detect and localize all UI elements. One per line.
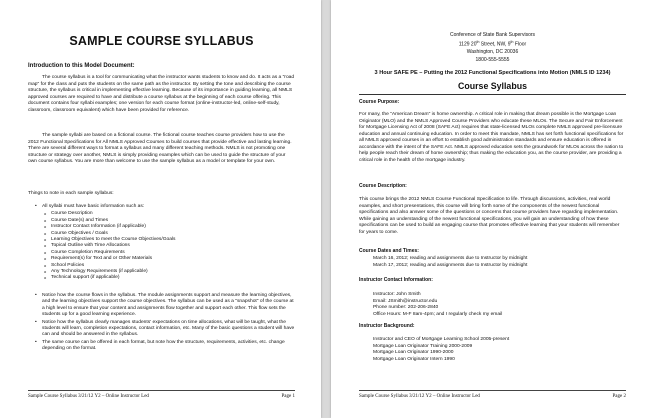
- street-address: 1129 20th Street, NW, 9th Floor: [458, 40, 527, 49]
- syllabus-title: Course Syllabus: [458, 81, 527, 91]
- background-entry: Mortgage Loan Originator 1990-2000: [373, 350, 454, 355]
- date-entry: March 16, 2012; reading and assignments due to Instructor by midnight: [373, 256, 528, 261]
- list-item: • Notice how the course flows in the syllabus. The module assignments support and measure the learning objectives, and the learning objectives support the course objectives. The syllabus can be used as a "snapshot" of the course at a high level to ensure that your content and assignments flow together and support each other. This flow sets the students up for a good learning experience.: [32, 293, 295, 319]
- page-footer: [28, 390, 295, 399]
- basic-info-list: [42, 211, 295, 281]
- title-divider: [359, 94, 626, 95]
- list-item: • The same course can be offered in each format, but note how the structure, requirements, activities, etc. change depending on the format.: [32, 340, 295, 353]
- footer-label: Sample Course Syllabus 3/21/12 Y2 – Online Instructor Led: [28, 394, 149, 399]
- purpose-text: For many, the "American Dream" is home ownership. A critical role in making that dream possible is the Mortgage Loan Originator (MLO) and the NMLS Approved Course Providers who educate these MLOs. The Secure and Fair Enforcement for Mortgage Licensing Act of 2008 (SAFE Act) requires that state-licensed MLOs complete NMLS approved pre-licensure education and annual continuing education. In order to meet this mandate, NMLS has set forth functional specifications for all NMLS approved courses in an effort to establish good administration standards and ensure education is offered in accordance with the intent of the SAFE Act. NMLS approved education sets the groundwork for MLOs across the nation to help people reach their dream of home ownership; thus making the education you, as the course provider, are providing a critical role in the health of the mortgage industry.: [359, 112, 624, 163]
- intro-heading: Introduction to this Model Document:: [28, 63, 135, 69]
- page-number: Page 1: [281, 394, 295, 399]
- list-item: o Course Description: [42, 211, 295, 217]
- course-name: 3 Hour SAFE PE – Putting the 2012 Functional Specifications into Motion (NMLS ID 1234): [374, 70, 611, 76]
- page-footer: [359, 390, 626, 399]
- dates-label: Course Dates and Times:: [359, 248, 419, 254]
- background-label: Instructor Background:: [359, 323, 415, 329]
- list-item: o School Policies: [42, 263, 295, 269]
- contact-label: Instructor Contact Information:: [359, 277, 433, 283]
- description-label: Course Description:: [359, 183, 407, 189]
- document-title: SAMPLE COURSE SYLLABUS: [69, 34, 254, 48]
- dates-list: [359, 256, 626, 269]
- list-item: o Course Date(s) and Times: [42, 218, 295, 224]
- background-entry: Mortgage Loan Originator Training 2000-2009: [373, 343, 473, 349]
- description-text: This course brings the 2012 NMLS Course Functional Specification to life. Through discussions, activities, real world examples, and short presentations, this course will bring forth some of the components of the newest functional specifications and also answer some of the questions or concerns that course providers have regarding implementation. While gaining an understanding of the newest functional specifications, you will gain an understanding of how these specifications can be used to build an engaging course that promotes effective learning that your students will remember for years to come.: [359, 197, 620, 235]
- footer-label: Sample Course Syllabus 3/21/12 Y2 – Online Instructor Led: [359, 394, 480, 399]
- list-item: o Any Technology Requirements (if applicable): [42, 269, 295, 275]
- list-item: o Course Completion Requirements: [42, 250, 295, 256]
- phone-number: 1800-555-5555: [475, 56, 510, 63]
- intro-paragraph-1: The course syllabus is a tool for communicating what the instructor wants students to know and do. It acts as a "road map" for the class and puts the students on the same path as the instructor. By setting the tone and describing the course structure, the syllabus is critical in implementing effective learning. Because of its importance in guiding learning, all NMLS approved courses are required to have and distribute a course syllabus at the beginning of each course offering. This document contains four syllabi examples; one version for each course format (online-instructor-led, online-self-study, classroom, classroom equivalent) which have been provided for reference.: [28, 75, 295, 113]
- things-to-note: Things to note in each sample syllabus:: [28, 191, 114, 196]
- list-item: o Technical support (if applicable): [42, 275, 295, 281]
- background-entry: Mortgage Loan Originator Intern 1990: [373, 356, 455, 362]
- instructor-name: Instructor: John Smith: [373, 292, 421, 297]
- organization-name: Conference of State Bank Supervisors: [449, 32, 536, 38]
- page-number: Page 2: [612, 394, 626, 399]
- instructor-phone: Phone number: 202-206-2840: [373, 305, 439, 310]
- background-entry: Instructor and CEO of Mortgage Learning School 2005-present: [373, 337, 510, 342]
- requirements-list: [32, 204, 295, 282]
- instructor-email: Email: JSmith@instructor.edu: [373, 298, 438, 304]
- city-line: Washington, DC 20036: [466, 49, 519, 56]
- purpose-label: Course Purpose:: [359, 99, 400, 105]
- list-item: o Requirement(s) for Text and or Other Materials: [42, 256, 295, 262]
- list-item: • Notice how the syllabus clearly manages students' expectations on time allocations, what will be taught, what the students will learn, completion expectations, contact information, etc. Many of the basic questions a student will have can and should be answered in the syllabus.: [32, 320, 295, 339]
- list-item: • All syllabi must have basic information such as: o Course Description o Course Date(s) and Times o Instructor Contact Information (if applicable) o Course Objectives / Goals o Learning Objectives to meet the Course Objectives/Goals o Topical Outline with Time Allocations o Course Completion Requirements o Requirement(s) for Text and or Other Materials o School Policies o Any Technology Requirements (if applicable) o Technical support (if applicable): [32, 204, 295, 282]
- notes-list: [32, 293, 295, 353]
- list-item: o Instructor Contact Information (if applicable): [42, 224, 295, 230]
- address-block: [359, 32, 626, 64]
- intro-paragraph-2: The sample syllabi are based on a fictional course. The fictional course teaches course providers how to use the 2012 Functional Specifications for All NMLS Approved Courses to build courses that provide effective and lasting learning. There are several different ways to format a syllabus and many different teaching methods. NMLS is not promoting one structure or strategy over another, NMLS is simply providing examples which can be used to guide the structure of your own course syllabus. You are more than welcome to use the sample syllabus as a model or template for your own.: [28, 133, 292, 164]
- date-entry: March 17, 2012; reading and assignments due to Instructor by midnight: [373, 262, 528, 268]
- list-item: o Learning Objectives to meet the Course Objectives/Goals: [42, 237, 295, 243]
- list-item: o Course Objectives / Goals: [42, 231, 295, 237]
- page-1: [0, 0, 321, 418]
- office-hours: Office Hours: M-F 8am-4pm; and I regularly check my email: [373, 311, 503, 317]
- page-2: [331, 0, 652, 418]
- list-item: o Topical Outline with Time Allocations: [42, 243, 295, 249]
- contact-info: [359, 292, 626, 318]
- background-list: [359, 337, 626, 363]
